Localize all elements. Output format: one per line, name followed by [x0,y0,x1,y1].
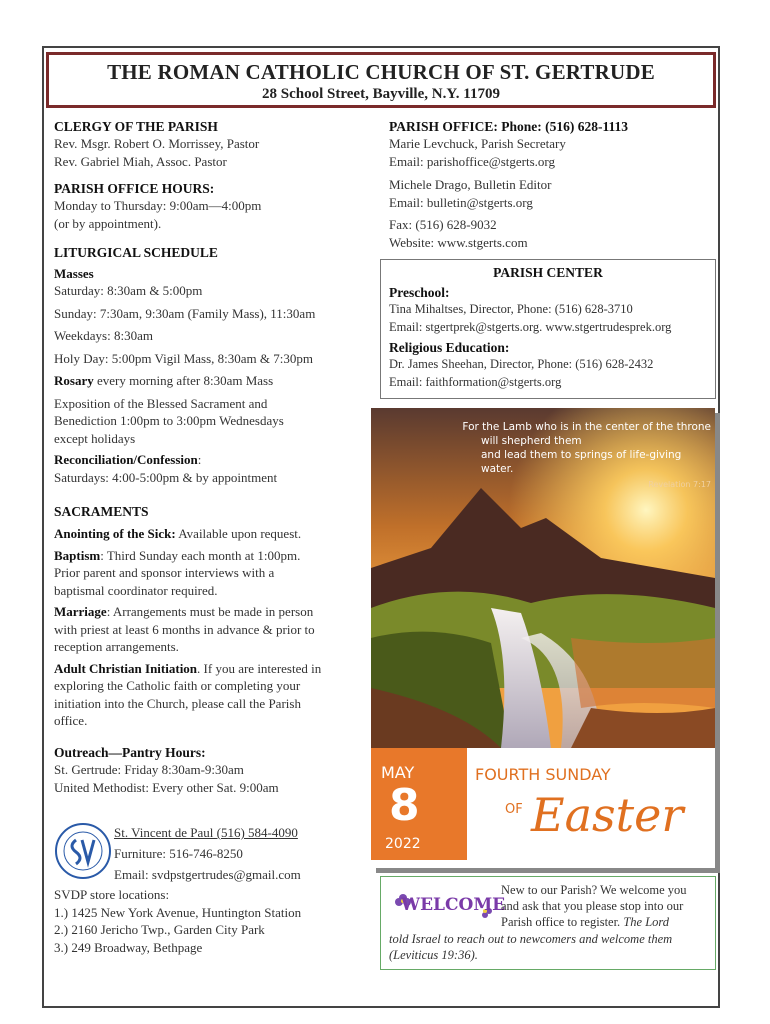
adult-initiation-label: Adult Christian Initiation [54,660,198,676]
svdp-store: 2.) 2160 Jericho Twp., Garden City Park [54,922,265,937]
preschool-heading: Preschool: [389,285,450,300]
baptism-text-line: Prior parent and sponsor interviews with a [54,565,275,580]
welcome-text [501,882,713,930]
poster-citation: Revelation 7:17 [648,480,711,489]
baptism-label: Baptism [54,547,101,563]
poster-quote-line: will shepherd them [481,435,582,447]
adult-initiation-text-line: office. [54,713,88,728]
welcome-scripture-line: (Leviticus 19:36). [389,948,478,962]
marriage-text-line: with priest at least 6 months in advance & prior to [54,621,315,637]
welcome-box [380,876,716,970]
svdp-furniture: Furniture: 516-746-8250 [114,846,243,861]
preschool-line: Tina Mihaltses, Director, Phone: (516) 628-3710 [389,302,633,316]
outreach-section [54,745,374,796]
adult-initiation-text-line: exploring the Catholic faith or completing your [54,678,301,693]
fax: Fax: (516) 628-9032 [389,217,497,232]
welcome-badge [391,889,506,923]
masses-heading: Masses [54,266,94,281]
liturgical-section [54,245,374,486]
parish-office-line: Marie Levchuck, Parish Secretary [389,136,566,151]
rosary-text: every morning after 8:30am Mass [93,373,274,388]
svdp-phone: St. Vincent de Paul (516) 584-4090 [114,825,298,840]
welcome-line-text: Parish office to register. [501,915,624,929]
reconciliation-colon: : [197,452,202,467]
parish-center-heading: PARISH CENTER [493,265,603,280]
exposition-line: Benediction 1:00pm to 3:00pm Wednesdays [54,413,284,428]
welcome-line: New to our Parish? We welcome you [501,883,687,897]
svdp-info [114,822,374,885]
svdp-stores-heading: SVDP store locations: [54,887,170,902]
marriage-label: Marriage [54,604,107,619]
church-address: 28 School Street, Bayville, N.Y. 11709 [262,86,500,102]
clergy-heading: CLERGY OF THE PARISH [54,119,218,134]
website: Website: www.stgerts.com [389,234,528,250]
exposition-line: except holidays [54,430,136,446]
sacraments-section [54,504,374,730]
marriage-text: : Arrangements must be made in person [106,604,314,619]
mass-holy-day: Holy Day: 5:00pm Vigil Mass, 8:30am & 7:30pm [54,350,313,366]
office-hours-line: (or by appointment). [54,215,162,231]
mass-sunday: Sunday: 7:30am, 9:30am (Family Mass), 11:30am [54,305,316,321]
clergy-section [54,119,374,170]
svdp-store: 3.) 249 Broadway, Bethpage [54,939,203,955]
svdp-logo [54,822,112,880]
baptism-line [54,547,374,565]
mass-weekdays: Weekdays: 8:30am [54,328,153,343]
welcome-line [501,914,713,930]
adult-initiation-text-line: initiation into the Church, please call the Parish [54,695,301,711]
liturgical-heading: LITURGICAL SCHEDULE [54,245,218,260]
svdp-stores [54,886,374,956]
reconciliation-label: Reconciliation/Confession [54,452,198,467]
rosary-label: Rosary [54,373,94,388]
religious-ed-line: Email: faithformation@stgerts.org [389,374,562,389]
svdp-email: Email: svdpstgertrudes@gmail.com [114,867,301,882]
poster-day: 8 [389,780,420,831]
anointing-label: Anointing of the Sick: [54,526,176,541]
adult-initiation-line [54,660,374,678]
bulletin-email: Email: bulletin@stgerts.org [389,194,533,210]
office-hours-heading: PARISH OFFICE HOURS: [54,181,215,196]
bulletin-editor: Michele Drago, Bulletin Editor [389,177,552,192]
easter-poster [371,408,715,868]
reconciliation-heading-line [54,451,374,469]
religious-ed-heading: Religious Education: [389,340,510,355]
church-header [46,52,716,108]
clergy-line: Rev. Gabriel Miah, Assoc. Pastor [54,153,227,169]
welcome-italic-tail: The Lord [623,915,670,929]
parish-office-line: Email: parishoffice@stgerts.org [389,153,556,169]
poster-quote-line: and lead them to springs of life-giving water. [481,449,682,475]
marriage-text-line: reception arrangements. [54,639,179,654]
baptism-text-line: baptismal coordinator required. [54,582,218,598]
exposition-line: Exposition of the Blessed Sacrament and [54,395,268,411]
outreach-line: United Methodist: Every other Sat. 9:00am [54,779,279,795]
anointing-line [54,525,374,543]
poster-fourth-sunday: FOURTH SUNDAY [475,765,611,784]
welcome-line: and ask that you please stop into our [501,899,684,913]
religious-ed-line: Dr. James Sheehan, Director, Phone: (516) 628-2432 [389,357,654,371]
parish-center-box [380,259,716,399]
adult-initiation-text: . If you are interested in [197,660,322,676]
reconciliation-text: Saturdays: 4:00-5:00pm & by appointment [54,469,278,485]
poster-quote-line: For the Lamb who is in the center of the throne [462,421,711,433]
office-hours-line: Monday to Thursday: 9:00am—4:00pm [54,198,262,213]
outreach-heading: Outreach—Pantry Hours: [54,745,206,760]
parish-office-section [389,119,719,251]
poster-of: OF [505,802,523,817]
clergy-line: Rev. Msgr. Robert O. Morrissey, Pastor [54,136,260,151]
poster-month: MAY [381,763,415,782]
welcome-scripture [389,931,713,963]
poster-easter: Easter [531,788,684,842]
mass-saturday: Saturday: 8:30am & 5:00pm [54,283,203,298]
poster-quote [431,420,711,492]
parish-office-heading: PARISH OFFICE: Phone: (516) 628-1113 [389,119,628,134]
svdp-store: 1.) 1425 New York Avenue, Huntington Station [54,904,302,920]
anointing-text: Available upon request. [175,526,302,541]
preschool-line: Email: stgertprek@stgerts.org. www.stgertrudesprek.org [389,319,672,334]
sacraments-heading: SACRAMENTS [54,504,149,519]
rosary-line [54,372,374,390]
outreach-line: St. Gertrude: Friday 8:30am-9:30am [54,762,244,777]
office-hours-section [54,181,374,232]
baptism-text: : Third Sunday each month at 1:00pm. [100,547,301,563]
church-title: THE ROMAN CATHOLIC CHURCH OF ST. GERTRUDE [107,60,655,84]
welcome-badge-text: WELCOME [401,895,506,915]
poster-year: 2022 [385,836,421,852]
welcome-scripture-line: told Israel to reach out to newcomers and welcome them [389,932,673,946]
marriage-line [54,603,374,621]
